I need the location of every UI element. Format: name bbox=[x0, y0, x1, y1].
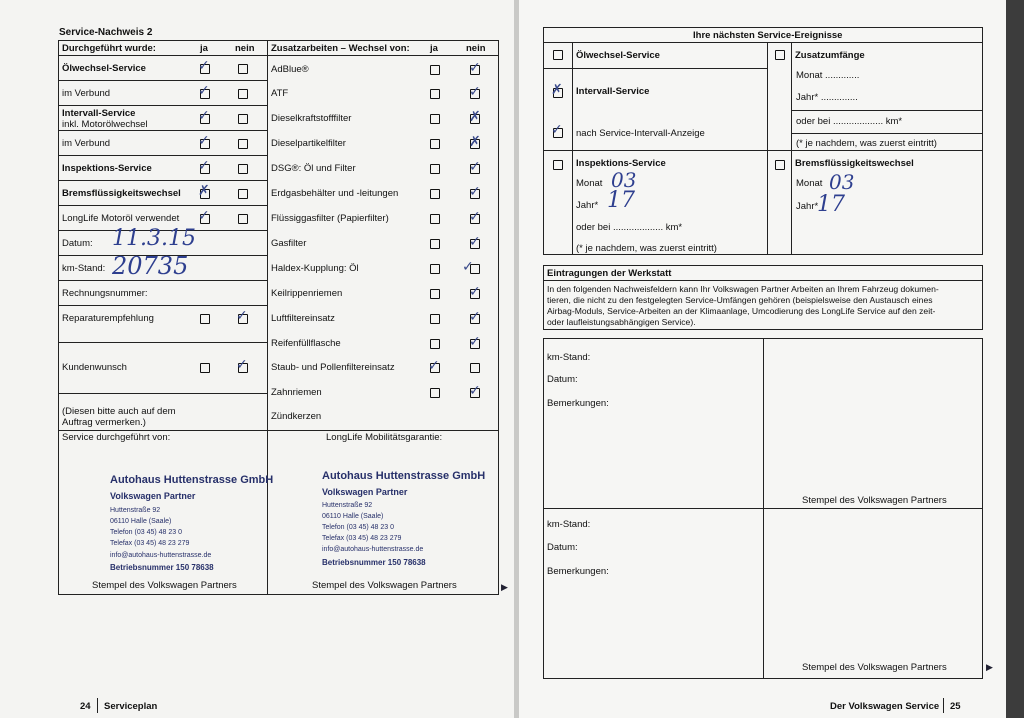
stamp2-line-5: Telefon (03 45) 48 23 0 bbox=[322, 524, 394, 531]
extra-keilrippen: Keilrippenriemen bbox=[271, 288, 343, 299]
stamp2-line-7: info@autohaus-huttenstrasse.de bbox=[322, 546, 424, 553]
checkbox-oel-nein[interactable] bbox=[238, 64, 248, 74]
checkbox-oelwechsel[interactable] bbox=[553, 50, 563, 60]
checkbox-intervall-nein[interactable] bbox=[238, 114, 248, 124]
arrow-right-icon: ▶ bbox=[986, 662, 993, 672]
row-km-stand: km-Stand: bbox=[62, 263, 106, 274]
page-number-left: 24 bbox=[80, 701, 91, 712]
pen-check-icon: ✓ bbox=[469, 184, 481, 200]
brems-jahr: Jahr* bbox=[796, 201, 819, 212]
row-datum: Datum: bbox=[62, 238, 93, 249]
pen-check-icon: ✓ bbox=[236, 357, 248, 373]
row-inkl-motoroel: inkl. Motorölwechsel bbox=[62, 119, 148, 130]
extra-adblue: AdBlue® bbox=[271, 64, 309, 75]
stamp2-line-6: Telefax (03 45) 48 23 279 bbox=[322, 535, 402, 542]
stamp2-line-8: Betriebsnummer 150 78638 bbox=[322, 558, 426, 567]
inspektion-note: (* je nachdem, was zuerst eintritt) bbox=[576, 243, 717, 254]
row-im-verbund-1: im Verbund bbox=[62, 88, 111, 99]
row-hinweis-2: Auftrag vermerken.) bbox=[62, 417, 146, 428]
extra-dsg: DSG®: Öl und Filter bbox=[271, 163, 356, 174]
inspektion-jahr: Jahr* bbox=[576, 200, 599, 211]
pen-check-icon: ✓ bbox=[198, 83, 210, 99]
stamp1-line-6: Telefax (03 45) 48 23 279 bbox=[110, 540, 190, 547]
record2-bemerkungen: Bemerkungen: bbox=[547, 566, 609, 577]
checkbox-verbund1-nein[interactable] bbox=[238, 89, 248, 99]
head-nein-1: nein bbox=[235, 43, 255, 54]
events-title: Ihre nächsten Service-Ereignisse bbox=[693, 30, 843, 41]
extra-haldex: Haldex-Kupplung: Öl bbox=[271, 263, 359, 274]
pen-check-icon: ✓ bbox=[198, 133, 210, 149]
extra-pollenfilter: Staub- und Pollenfiltereinsatz bbox=[271, 362, 395, 373]
werkstatt-text-3: Airbag-Moduls, Service-Arbeiten an der Klimaanlage, Umcodierung des LongLife Service auf den zeit- bbox=[547, 306, 936, 316]
pen-check-icon: ✓ bbox=[428, 358, 440, 374]
brems-monat: Monat bbox=[796, 178, 823, 189]
label-intervall: Intervall-Service bbox=[576, 86, 650, 97]
checkbox-adblue-ja[interactable] bbox=[430, 65, 440, 75]
checkbox-fluessig-ja[interactable] bbox=[430, 214, 440, 224]
record1-datum: Datum: bbox=[547, 374, 578, 385]
pen-check-icon: ✓ bbox=[236, 308, 248, 324]
werkstatt-title: Eintragungen der Werkstatt bbox=[547, 268, 672, 279]
label-inspektion: Inspektions-Service bbox=[576, 158, 666, 169]
extra-fluessiggas: Flüssiggasfilter (Papierfilter) bbox=[271, 213, 389, 224]
head-extra: Zusatzarbeiten – Wechsel von: bbox=[271, 43, 410, 54]
head-ja-1: ja bbox=[200, 43, 208, 54]
record2-stamp-label: Stempel des Volkswagen Partners bbox=[802, 662, 947, 673]
extra-atf: ATF bbox=[271, 88, 289, 99]
checkbox-dsg-ja[interactable] bbox=[430, 164, 440, 174]
stamp-label-left-1: Stempel des Volkswagen Partners bbox=[92, 580, 237, 591]
stamp1-line-7: info@autohaus-huttenstrasse.de bbox=[110, 552, 212, 559]
stamp2-line-2: Volkswagen Partner bbox=[322, 487, 408, 497]
stamp1-line-2: Volkswagen Partner bbox=[110, 491, 196, 501]
inspektion-km: oder bei ................... km* bbox=[576, 222, 683, 233]
stamp2-line-1: Autohaus Huttenstrasse GmbH bbox=[322, 470, 486, 482]
werkstatt-text-1: In den folgenden Nachweisfeldern kann Ihr Volkswagen Partner Arbeiten an Ihrem Fahrzeug dokumen- bbox=[547, 284, 939, 294]
checkbox-dkf-ja[interactable] bbox=[430, 114, 440, 124]
label-brems: Bremsflüssigkeitswechsel bbox=[795, 158, 914, 169]
checkbox-gas-ja[interactable] bbox=[430, 239, 440, 249]
extra-zuendkerzen: Zündkerzen bbox=[271, 411, 322, 422]
checkbox-brems[interactable] bbox=[775, 160, 785, 170]
checkbox-inspektion-nein[interactable] bbox=[238, 164, 248, 174]
hand-monat-2: 03 bbox=[829, 170, 855, 194]
row-longlife: LongLife Motoröl verwendet bbox=[62, 213, 180, 224]
record1-stamp-label: Stempel des Volkswagen Partners bbox=[802, 495, 947, 506]
record1-bemerkungen: Bemerkungen: bbox=[547, 398, 609, 409]
checkbox-kundenwunsch-ja[interactable] bbox=[200, 363, 210, 373]
hand-monat-1: 03 bbox=[611, 168, 637, 192]
checkbox-keil-ja[interactable] bbox=[430, 289, 440, 299]
record2-datum: Datum: bbox=[547, 542, 578, 553]
checkbox-reparatur-ja[interactable] bbox=[200, 314, 210, 324]
head-ja-2: ja bbox=[430, 43, 438, 54]
row-reparaturempfehlung: Reparaturempfehlung bbox=[62, 313, 154, 324]
row-kundenwunsch: Kundenwunsch bbox=[62, 362, 127, 373]
checkbox-reifen-ja[interactable] bbox=[430, 339, 440, 349]
checkbox-longlife-nein[interactable] bbox=[238, 214, 248, 224]
stamp-label-left-2: Stempel des Volkswagen Partners bbox=[312, 580, 457, 591]
row-hinweis-1: (Diesen bitte auch auf dem bbox=[62, 406, 176, 417]
pen-check-icon: ✗ bbox=[551, 82, 563, 98]
zusatz-note: (* je nachdem, was zuerst eintritt) bbox=[796, 138, 937, 149]
inspektion-monat: Monat bbox=[576, 178, 603, 189]
pen-check-icon: ✓ bbox=[198, 158, 210, 174]
pen-check-icon: ✗ bbox=[469, 134, 481, 150]
pen-check-icon: ✗ bbox=[469, 109, 481, 125]
extra-zahnriemen: Zahnriemen bbox=[271, 387, 322, 398]
checkbox-inspektion[interactable] bbox=[553, 160, 563, 170]
stamp1-line-5: Telefon (03 45) 48 23 0 bbox=[110, 529, 182, 536]
head-done: Durchgeführt wurde: bbox=[62, 43, 156, 54]
checkbox-pollen-nein[interactable] bbox=[470, 363, 480, 373]
hand-jahr-2: 17 bbox=[817, 192, 845, 217]
pen-check-icon: ✓ bbox=[469, 284, 481, 300]
label-sia: nach Service-Intervall-Anzeige bbox=[576, 128, 705, 139]
row-bremsfluessigkeit: Bremsflüssigkeitswechsel bbox=[62, 188, 181, 199]
pen-check-icon: ✗ bbox=[198, 183, 210, 199]
zusatz-monat: Monat ............. bbox=[796, 70, 860, 81]
werkstatt-text-2: tieren, die nicht zu den festgelegten Service-Umfängen gehören (beispielsweise den Austausch eines bbox=[547, 295, 933, 305]
stamp1-line-3: Huttenstraße 92 bbox=[110, 507, 161, 514]
section-right: Der Volkswagen Service bbox=[830, 701, 940, 712]
zusatz-jahr: Jahr* .............. bbox=[796, 92, 858, 103]
stamp2-line-3: Huttenstraße 92 bbox=[322, 502, 373, 509]
extra-erdgas: Erdgasbehälter und -leitungen bbox=[271, 188, 399, 199]
checkbox-verbund2-nein[interactable] bbox=[238, 139, 248, 149]
extra-dieselpartikelfilter: Dieselpartikelfilter bbox=[271, 138, 346, 149]
extra-reifen: Reifenfüllflasche bbox=[271, 338, 341, 349]
extra-gasfilter: Gasfilter bbox=[271, 238, 307, 249]
checkbox-luft-ja[interactable] bbox=[430, 314, 440, 324]
checkbox-zusatz[interactable] bbox=[775, 50, 785, 60]
row-intervall: Intervall-Service bbox=[62, 108, 136, 119]
pen-check-icon: ✓ bbox=[198, 208, 210, 224]
checkbox-erdgas-ja[interactable] bbox=[430, 189, 440, 199]
pen-check-icon: ✓ bbox=[469, 309, 481, 325]
pen-check-icon: ✓ bbox=[551, 122, 563, 138]
page-number-right: 25 bbox=[950, 701, 961, 712]
row-service-durchgefuehrt: Service durchgeführt von: bbox=[62, 432, 171, 443]
mobility-label: LongLife Mobilitätsgarantie: bbox=[326, 432, 443, 443]
checkbox-dpf-ja[interactable] bbox=[430, 139, 440, 149]
handwritten-km: 20735 bbox=[112, 252, 189, 280]
pen-check-icon: ✓ bbox=[198, 108, 210, 124]
row-rechnungsnummer: Rechnungsnummer: bbox=[62, 288, 148, 299]
stamp2-line-4: 06110 Halle (Saale) bbox=[322, 513, 384, 520]
label-zusatz: Zusatzumfänge bbox=[795, 50, 865, 61]
right-page bbox=[519, 0, 1006, 718]
pen-check-icon: ✓ bbox=[469, 334, 481, 350]
handwritten-date: 11.3.15 bbox=[112, 226, 196, 251]
left-title: Service-Nachweis 2 bbox=[59, 27, 153, 38]
arrow-right-icon: ▶ bbox=[501, 582, 508, 592]
head-nein-2: nein bbox=[466, 43, 486, 54]
stamp1-line-8: Betriebsnummer 150 78638 bbox=[110, 563, 214, 572]
pen-check-icon: ✓ bbox=[469, 234, 481, 250]
extra-dieselkraftstofffilter: Dieselkraftstofffilter bbox=[271, 113, 352, 124]
checkbox-atf-ja[interactable] bbox=[430, 89, 440, 99]
checkbox-haldex-ja[interactable] bbox=[430, 264, 440, 274]
pen-check-icon: ✓ bbox=[462, 259, 474, 275]
page-edge bbox=[1006, 0, 1024, 718]
stamp1-line-4: 06110 Halle (Saale) bbox=[110, 518, 172, 525]
checkbox-brems-nein[interactable] bbox=[238, 189, 248, 199]
pen-check-icon: ✓ bbox=[469, 159, 481, 175]
stamp1-line-1: Autohaus Huttenstrasse GmbH bbox=[110, 474, 274, 486]
pen-check-icon: ✓ bbox=[469, 60, 481, 76]
record1-km: km-Stand: bbox=[547, 352, 591, 363]
pen-check-icon: ✓ bbox=[469, 84, 481, 100]
row-inspektion: Inspektions-Service bbox=[62, 163, 152, 174]
pen-check-icon: ✓ bbox=[469, 209, 481, 225]
label-oelwechsel: Ölwechsel-Service bbox=[576, 50, 660, 61]
row-im-verbund-2: im Verbund bbox=[62, 138, 111, 149]
pen-check-icon: ✓ bbox=[469, 383, 481, 399]
section-left: Serviceplan bbox=[104, 701, 158, 712]
zusatz-km: oder bei ................... km* bbox=[796, 116, 903, 127]
checkbox-zahn-ja[interactable] bbox=[430, 388, 440, 398]
record2-km: km-Stand: bbox=[547, 519, 591, 530]
hand-jahr-1: 17 bbox=[607, 188, 635, 213]
pen-check-icon: ✓ bbox=[198, 58, 210, 74]
werkstatt-text-4: oder laufleistungsabhängigen Service). bbox=[547, 317, 696, 327]
extra-luftfilter: Luftfiltereinsatz bbox=[271, 313, 335, 324]
row-oelwechsel: Ölwechsel-Service bbox=[62, 63, 146, 74]
